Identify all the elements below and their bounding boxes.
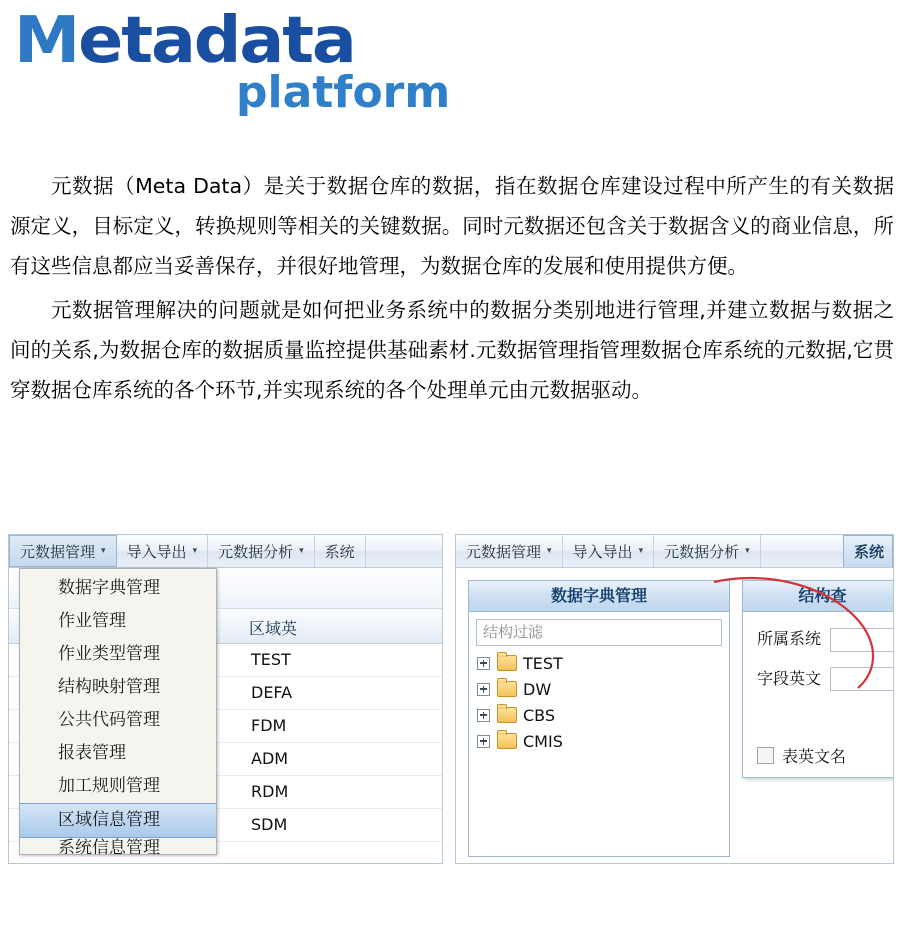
cell-region-code: TEST [251, 650, 291, 669]
right-content-area [456, 568, 893, 863]
menu-metadata-analysis[interactable] [208, 535, 315, 567]
screenshot-right-panel [455, 534, 894, 864]
system-select[interactable] [830, 628, 894, 652]
menu-label: 导入导出 [126, 542, 187, 561]
paragraph-2: 元数据管理解决的问题就是如何把业务系统中的数据分类别地进行管理,并建立数据与数据之间的关系,为数据仓库的数据质量监控提供基础素材.元数据管理指管理数据仓库系统的元数据,它贯穿数据仓库系统的各个环节,并实现系统的各个处理单元由元数据驱动。 [10, 298, 894, 402]
tree-node[interactable] [477, 650, 729, 676]
panel-title: 数据字典管理 [469, 581, 729, 612]
menu-metadata-analysis[interactable] [654, 535, 761, 567]
panel-title: 结构查 [743, 581, 894, 612]
cell-region-code: FDM [251, 716, 287, 735]
field-row-system [757, 626, 894, 652]
logo-metadata-capital: M [14, 4, 79, 78]
tree-node[interactable] [477, 676, 729, 702]
structure-search-panel [742, 580, 894, 778]
menu-item-region-info[interactable]: 区域信息管理 [20, 803, 216, 838]
chevron-down-icon: ▾ [101, 546, 106, 556]
paragraph-1: 元数据（Meta Data）是关于数据仓库的数据，指在数据仓库建设过程中所产生的有关数据源定义，目标定义，转换规则等相关的关键数据。同时元数据还包含关于数据含义的商业信息，所有这些信息都应当妥善保存，并很好地管理，为数据仓库的发展和使用提供方便。 [10, 174, 894, 278]
folder-icon [497, 707, 517, 723]
folder-icon [497, 681, 517, 697]
chevron-down-icon: ▾ [192, 546, 198, 556]
table-en-checkbox-row[interactable] [757, 744, 846, 767]
menu-label: 元数据分析 [664, 542, 740, 561]
tree-node-label: TEST [523, 653, 563, 673]
structure-filter-input[interactable]: 结构过滤 [476, 619, 722, 646]
tree-node-label: CMIS [523, 731, 563, 751]
structure-tree [477, 650, 729, 754]
expand-plus-icon[interactable] [477, 683, 490, 696]
checkbox[interactable] [757, 747, 774, 764]
tree-node-label: CBS [523, 705, 556, 725]
chevron-down-icon: ▾ [299, 546, 304, 556]
menu-label: 系统 [324, 542, 355, 561]
menu-metadata-management[interactable] [9, 535, 117, 567]
menu-item-job-type-management[interactable]: 作业类型管理 [58, 644, 160, 664]
menu-item-structure-mapping[interactable]: 结构映射管理 [58, 677, 160, 697]
folder-icon [497, 655, 517, 671]
logo-metadata [14, 4, 355, 78]
menu-item-job-management[interactable]: 作业管理 [58, 611, 126, 631]
menu-import-export[interactable] [117, 535, 209, 567]
field-row-column-en [757, 666, 894, 692]
menu-label: 元数据分析 [218, 542, 294, 561]
folder-icon [497, 733, 517, 749]
menu-item-system-info[interactable]: 系统信息管理 [58, 838, 160, 854]
menu-item-public-code[interactable]: 公共代码管理 [58, 710, 160, 730]
menu-import-export[interactable] [563, 535, 655, 567]
menu-label: 元数据管理 [20, 542, 96, 561]
field-label-column-en: 字段英文 [757, 668, 822, 688]
cell-region-code: DEFA [251, 683, 293, 702]
tab-system[interactable]: 系统 [843, 535, 893, 567]
logo-platform: platform [236, 67, 451, 118]
cell-region-code: SDM [251, 815, 288, 834]
menu-item-report-management[interactable]: 报表管理 [58, 743, 126, 763]
cell-region-code: RDM [251, 782, 289, 801]
article-body [10, 166, 894, 412]
chevron-down-icon: ▾ [638, 546, 644, 556]
menu-label: 导入导出 [572, 542, 633, 561]
field-label-system: 所属系统 [757, 629, 822, 648]
tree-node-label: DW [523, 679, 552, 699]
logo-metadata-rest: etadata [78, 4, 355, 78]
expand-plus-icon[interactable] [477, 657, 490, 670]
tree-node[interactable] [477, 702, 729, 728]
checkbox-label: 表英文名 [782, 747, 847, 766]
brand-logo [14, 4, 884, 138]
screenshot-figures [8, 534, 892, 864]
tree-node[interactable] [477, 728, 729, 754]
menu-system[interactable] [315, 535, 366, 567]
expand-plus-icon[interactable] [477, 735, 490, 748]
menu-item-processing-rule[interactable]: 加工规则管理 [58, 776, 160, 796]
column-header-region-en: 区域英 [249, 619, 298, 638]
column-en-input[interactable] [830, 667, 894, 691]
cell-region-code: ADM [251, 749, 289, 768]
expand-plus-icon[interactable] [477, 709, 490, 722]
right-menubar [456, 535, 893, 568]
screenshot-left-panel [8, 534, 443, 864]
menu-metadata-management[interactable] [456, 535, 563, 567]
chevron-down-icon: ▾ [547, 546, 552, 556]
metadata-management-dropdown[interactable] [19, 568, 217, 855]
menu-item-data-dictionary[interactable]: 数据字典管理 [58, 578, 160, 598]
menu-label: 元数据管理 [466, 542, 542, 561]
chevron-down-icon: ▾ [745, 546, 750, 556]
data-dictionary-panel [468, 580, 730, 857]
left-menubar [9, 535, 442, 568]
